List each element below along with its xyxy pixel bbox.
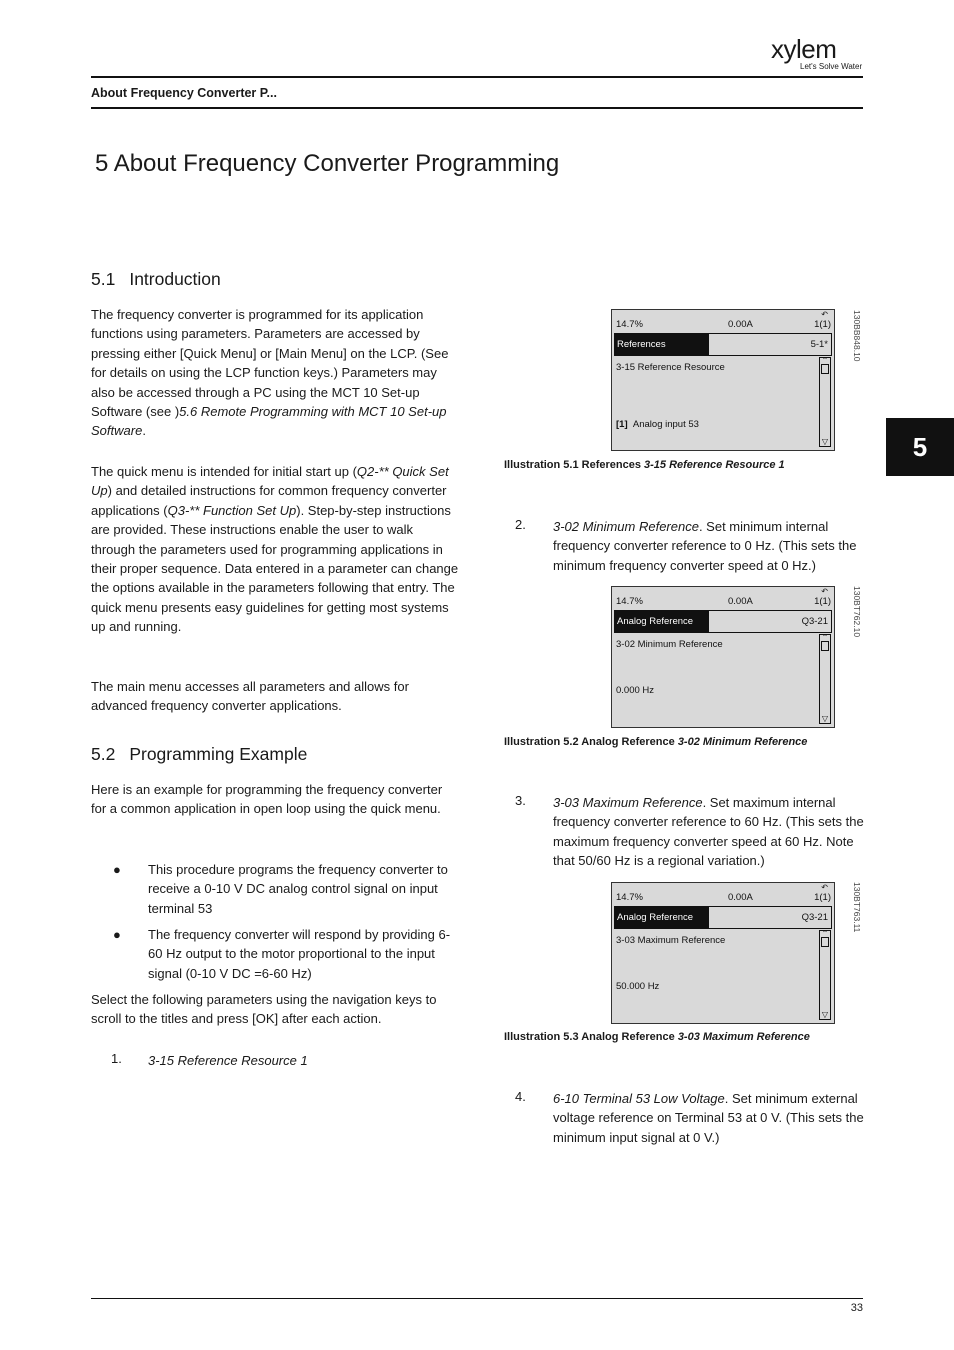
lcp-menu-title: Analog Reference bbox=[615, 907, 709, 928]
lcp-menu-bar bbox=[614, 333, 832, 356]
text-run: The quick menu is intended for initial start up ( bbox=[91, 464, 357, 479]
section-title: Programming Example bbox=[129, 744, 308, 764]
parameter-name: 6-10 Terminal 53 Low Voltage bbox=[553, 1091, 725, 1106]
lcp-display bbox=[611, 309, 835, 451]
lcp-parameter: 3-03 Maximum Reference bbox=[616, 935, 726, 946]
lcp-scrollbar bbox=[819, 634, 831, 724]
cross-reference: 5.6 Remote Programming with MCT 10 Set-up Software bbox=[91, 404, 447, 439]
lcp-parameter: 3-15 Reference Resource bbox=[616, 362, 725, 373]
section-number: 5.2 bbox=[91, 744, 116, 764]
text-run: . Set maximum internal frequency converter reference to 60 Hz. (This sets the maximum frequency converter speed at 60 Hz. Note that 50/60 Hz is a regional variation.) bbox=[553, 795, 864, 869]
lcp-menu-bar bbox=[614, 906, 832, 929]
lcp-menu-code: Q3-21 bbox=[801, 616, 828, 627]
figure-id: 130BT762.10 bbox=[852, 586, 862, 638]
step-text bbox=[553, 517, 865, 575]
chapter-tab: 5 bbox=[886, 418, 954, 476]
example-paragraph-2: Select the following parameters using the navigation keys to scroll to the titles and press [OK] after each action. bbox=[91, 992, 437, 1027]
illustration-caption bbox=[504, 459, 785, 471]
lcp-value: 50.000 Hz bbox=[616, 981, 660, 992]
illustration-caption bbox=[504, 736, 807, 748]
figure-id: 130BT763.11 bbox=[852, 882, 862, 933]
section-title: Introduction bbox=[129, 269, 221, 289]
caption-parameter: 3-02 Minimum Reference bbox=[677, 736, 808, 748]
bullet-item: This procedure programs the frequency converter to receive a 0-10 V DC analog control signal on input terminal 53 bbox=[148, 862, 448, 916]
parameter-name: 3-02 Minimum Reference bbox=[553, 519, 699, 534]
lcp-menu-title: Analog Reference bbox=[615, 611, 709, 632]
lcp-menu-code: Q3-21 bbox=[801, 912, 828, 923]
step-text bbox=[148, 1051, 460, 1070]
lcp-value bbox=[616, 419, 699, 430]
lcp-setup: 1(1) bbox=[814, 596, 831, 607]
back-arrow-icon: ↶ bbox=[821, 310, 828, 319]
text-run: . bbox=[142, 423, 146, 439]
header-rule-bottom bbox=[91, 107, 863, 109]
caption-prefix: Illustration 5.1 References bbox=[504, 459, 644, 471]
scroll-down-icon: ▽ bbox=[821, 437, 829, 446]
italic-run: Q3-** Function Set Up bbox=[167, 502, 297, 518]
logo-tagline: Let's Solve Water bbox=[800, 62, 863, 71]
lcp-percent: 14.7% bbox=[616, 892, 643, 903]
lcp-current: 0.00A bbox=[728, 596, 753, 607]
lcp-percent: 14.7% bbox=[616, 319, 643, 330]
step-text bbox=[553, 793, 865, 871]
lcp-parameter: 3-02 Minimum Reference bbox=[616, 639, 723, 650]
input-icon: [1] bbox=[616, 419, 628, 430]
text-run: . Set minimum external voltage reference on Terminal 53 at 0 V. (This sets the minimum input signal at 0 V.) bbox=[553, 1091, 864, 1145]
lcp-display bbox=[611, 586, 835, 728]
text-run: ). Step-by-step instructions are provided. These instructions enable the user to walk through the parameters used for programming applications in their proper sequence. Data entered in a parameter can change the options available in the parameters following that entry. The quick menu presents easy guidelines for getting most systems up and running. bbox=[91, 502, 459, 635]
lcp-scrollbar bbox=[819, 357, 831, 447]
caption-prefix: Illustration 5.3 Analog Reference bbox=[504, 1031, 678, 1043]
scroll-down-icon: ▽ bbox=[821, 714, 829, 723]
example-paragraph-1: Here is an example for programming the frequency converter for a common application in open loop using the quick menu. bbox=[91, 782, 443, 817]
scroll-down-icon: ▽ bbox=[821, 1010, 829, 1019]
step-number: 2. bbox=[515, 517, 526, 532]
step-number: 4. bbox=[515, 1089, 526, 1104]
lcp-menu-title: References bbox=[615, 334, 709, 355]
step-number: 1. bbox=[111, 1051, 122, 1066]
text-run: The frequency converter is programmed for its application functions using parameters. Parameters are accessed by pressing either [Quick Menu] or [Main Menu] on the LCP. (See for details on using the LCP function keys.) Parameters may also be accessed through a PC using the MCT 10 Set-up Software (see ) bbox=[91, 307, 449, 420]
lcp-current: 0.00A bbox=[728, 892, 753, 903]
intro-paragraph-2 bbox=[91, 462, 459, 637]
lcp-value-text: Analog input 53 bbox=[632, 419, 699, 430]
italic-run: Q2-** Quick Set Up bbox=[91, 464, 449, 499]
back-arrow-icon: ↶ bbox=[821, 587, 828, 596]
text-run: . Set minimum internal frequency converter reference to 0 Hz. (This sets the minimum frequency converter speed at 0 Hz.) bbox=[553, 519, 857, 573]
lcp-setup: 1(1) bbox=[814, 892, 831, 903]
lcp-percent: 14.7% bbox=[616, 596, 643, 607]
footer-rule bbox=[91, 1298, 863, 1299]
scroll-up-icon: ⌃ bbox=[821, 929, 829, 938]
caption-parameter: 3-15 Reference Resource 1 bbox=[644, 459, 785, 471]
caption-prefix: Illustration 5.2 Analog Reference bbox=[504, 736, 678, 748]
intro-paragraph-3: The main menu accesses all parameters and allows for advanced frequency converter applications. bbox=[91, 679, 409, 714]
lcp-display bbox=[611, 882, 835, 1024]
parameter-name: 3-03 Maximum Reference bbox=[553, 795, 703, 810]
illustration-caption bbox=[504, 1031, 810, 1043]
scroll-thumb bbox=[821, 641, 829, 651]
parameter-name: 3-15 Reference Resource 1 bbox=[148, 1053, 308, 1068]
scroll-thumb bbox=[821, 937, 829, 947]
lcp-scrollbar bbox=[819, 930, 831, 1020]
section-heading-introduction bbox=[91, 269, 221, 290]
lcp-setup: 1(1) bbox=[814, 319, 831, 330]
lcp-menu-code: 5-1* bbox=[810, 339, 828, 350]
header-rule-top bbox=[91, 76, 863, 78]
lcp-menu-bar bbox=[614, 610, 832, 633]
scroll-thumb bbox=[821, 364, 829, 374]
bullet-item: The frequency converter will respond by providing 6-60 Hz output to the motor proportional to the input signal (0-10 V DC =6-60 Hz) bbox=[148, 927, 451, 981]
lcp-current: 0.00A bbox=[728, 319, 753, 330]
scroll-up-icon: ⌃ bbox=[821, 356, 829, 365]
section-heading-programming-example bbox=[91, 744, 307, 765]
running-head: About Frequency Converter P... bbox=[91, 86, 277, 100]
bullet-icon: ● bbox=[113, 862, 121, 877]
scroll-up-icon: ⌃ bbox=[821, 633, 829, 642]
intro-paragraph-1 bbox=[91, 305, 459, 441]
caption-parameter: 3-03 Maximum Reference bbox=[677, 1031, 810, 1043]
step-text bbox=[553, 1089, 865, 1147]
page-number: 33 bbox=[850, 1302, 863, 1314]
chapter-title: 5 About Frequency Converter Programming bbox=[95, 150, 560, 177]
lcp-value: 0.000 Hz bbox=[616, 685, 655, 696]
step-number: 3. bbox=[515, 793, 526, 808]
xylem-logo: xylem bbox=[771, 34, 837, 64]
back-arrow-icon: ↶ bbox=[821, 883, 828, 892]
figure-id: 130BB848.10 bbox=[852, 310, 862, 362]
text-run: ) and detailed instructions for common frequency converter applications ( bbox=[91, 483, 447, 518]
bullet-icon: ● bbox=[113, 927, 121, 942]
section-number: 5.1 bbox=[91, 269, 116, 289]
